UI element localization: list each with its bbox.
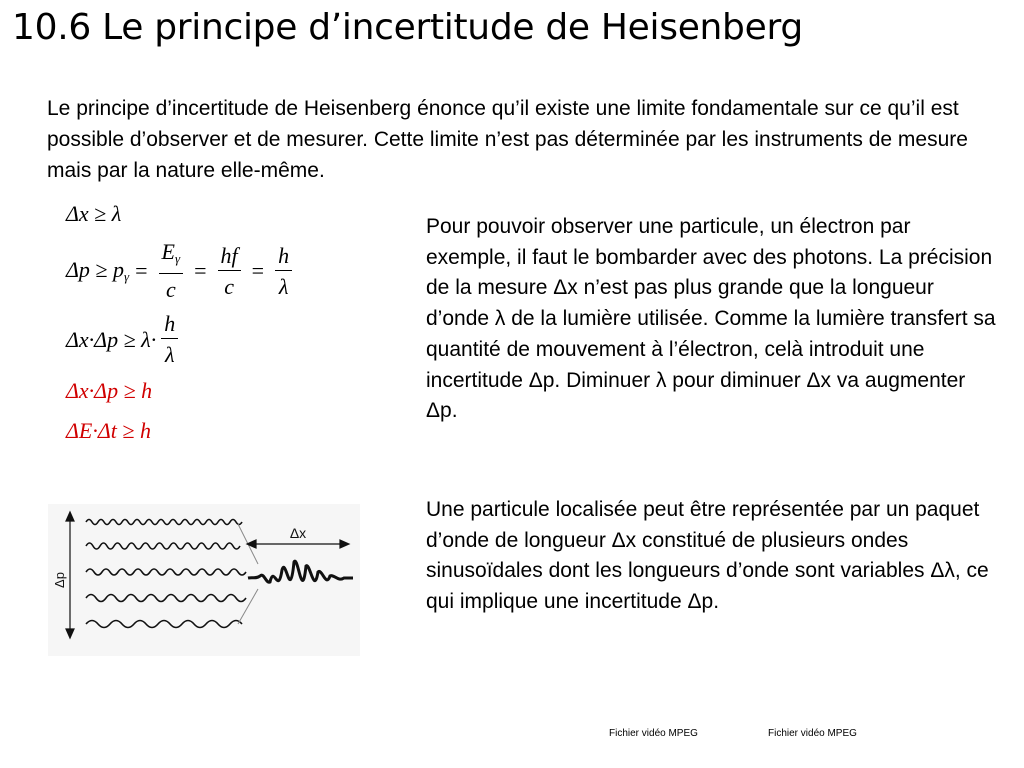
eq2-equals-2: = [194,258,207,283]
eq2-fraction-hf: $\frac{hf}{c}$ [218,244,241,299]
wave-packet-figure [48,504,360,656]
eq2-equals-3: = [251,258,265,283]
equation-heisenberg-energy: ΔE·Δt ≥ h [66,418,151,443]
eq2-lhs: $\Delta p \ge p_\gamma$ [66,257,130,284]
dp-label: Δp [52,572,67,588]
eq2-fraction-h-lambda: $\frac{h}{\lambda}$ [275,244,292,299]
eq3-lhs: Δx·Δp ≥ λ· [66,326,157,352]
intro-paragraph: Le principe d’incertitude de Heisenberg énonce qu’il existe une limite fondamentale sur ce qu’il est possible d’observer et de mesurer. Cette limite n’est pas déterminée par les instruments de mesure mais par la nature elle-même. [47,97,968,182]
eq3-fraction: $\frac{h}{\lambda}$ [161,312,178,367]
dx-label: Δx [289,525,307,541]
equation-momentum [66,240,297,302]
equation-heisenberg-position: Δx·Δp ≥ h [66,378,153,403]
video-file-label-1[interactable]: Fichier vidéo MPEG [609,728,698,739]
eq2-equals-1: = [135,258,148,283]
equation-dx-dp-lambda [66,312,183,367]
paragraph-observation: Pour pouvoir observer une particule, un électron par exemple, il faut le bombarder avec des photons. La précision de la mesure Δx n’est pas plus grande que la longueur d’onde λ de la lumière utilisée. Comme la lumière transfert sa quantité de mouvement à l’électron, celà introduit une incertitude Δp. Diminuer λ pour diminuer Δx va augmenter Δp. [426,215,996,423]
slide-title: 10.6 Le principe d’incertitude de Heisenberg [12,7,803,48]
video-file-label-2[interactable]: Fichier vidéo MPEG [768,728,857,739]
eq2-fraction-energy: $\frac{E_\gamma}{c}$ [159,240,184,302]
paragraph-wave-packet: Une particule localisée peut être représentée par un paquet d’onde de longueur Δx constitué de plusieurs ondes sinusoïdales dont les longueurs d’onde sont variables Δλ, ce qui implique une incertitude Δp. [426,498,989,614]
equation-dx-lambda: Δx ≥ λ [66,201,122,226]
